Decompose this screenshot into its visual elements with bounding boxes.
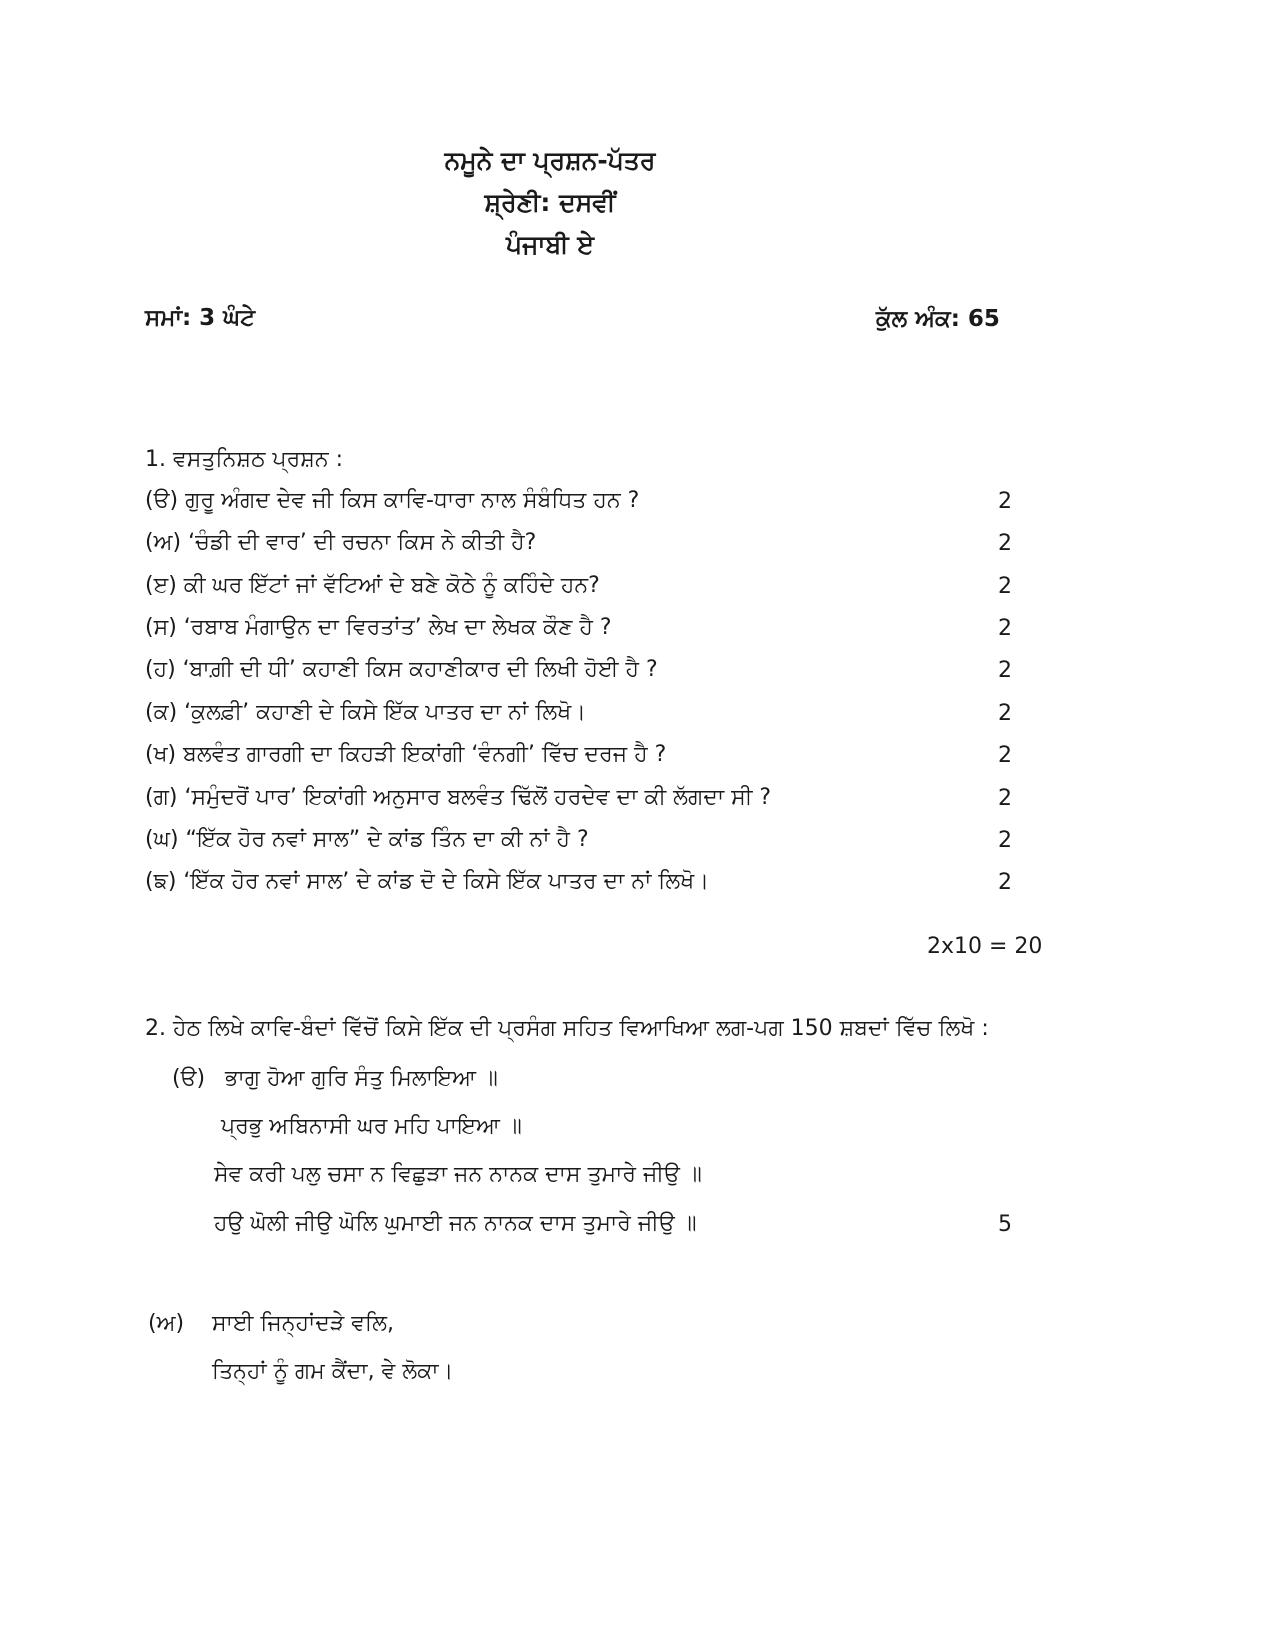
question-text: (ਘ) “ਇੱਕ ਹੋਰ ਨਵਾਂ ਸਾਲ” ਦੇ ਕਾਂਡ ਤਿੰਨ ਦਾ ਕੀ ਨਾਂ ਹੈ ? bbox=[145, 827, 589, 852]
question-marks: 2 bbox=[998, 870, 1012, 895]
stanza-label: (ਅ) bbox=[148, 1311, 185, 1336]
verse-line: ਪ੍ਰਭੁ ਅਬਿਨਾਸੀ ਘਰ ਮਹਿ ਪਾਇਆ ॥ bbox=[221, 1114, 522, 1139]
question-marks: 2 bbox=[998, 531, 1012, 556]
question-marks: 2 bbox=[998, 574, 1012, 599]
question-text: (ਙ) ‘ਇੱਕ ਹੋਰ ਨਵਾਂ ਸਾਲ’ ਦੇ ਕਾਂਡ ਦੋ ਦੇ ਕਿਸੇ ਇੱਕ ਪਾਤਰ ਦਾ ਨਾਂ ਲਿਖੋ। bbox=[145, 869, 710, 894]
stanza-marks: 5 bbox=[998, 1212, 1012, 1237]
question-marks: 2 bbox=[998, 786, 1012, 811]
paper-title: ਨਮੂਨੇ ਦਾ ਪ੍ਰਸ਼ਨ-ਪੱਤਰ bbox=[444, 146, 656, 175]
question-text: (ਹ) ‘ਬਾਗ਼ੀ ਦੀ ਧੀ’ ਕਹਾਣੀ ਕਿਸ ਕਹਾਣੀਕਾਰ ਦੀ ਲਿਖੀ ਹੋਈ ਹੈ ? bbox=[145, 657, 658, 682]
question-text: (ੲ) ਕੀ ਘਰ ਇੱਟਾਂ ਜਾਂ ਵੱਟਿਆਂ ਦੇ ਬਣੇ ਕੋਠੇ ਨੂੰ ਕਹਿੰਦੇ ਹਨ? bbox=[145, 573, 600, 598]
question-text: (ੳ) ਗੁਰੂ ਅੰਗਦ ਦੇਵ ਜੀ ਕਿਸ ਕਾਵਿ-ਧਾਰਾ ਨਾਲ ਸੰਬੰਧਿਤ ਹਨ ? bbox=[145, 488, 640, 513]
question-text: (ਸ) ‘ਰਬਾਬ ਮੰਗਾਉਨ ਦਾ ਵਿਰਤਾਂਤ’ ਲੇਖ ਦਾ ਲੇਖਕ ਕੌਣ ਹੈ ? bbox=[145, 615, 612, 640]
verse-line: ਸੇਵ ਕਰੀ ਪਲੁ ਚਸਾ ਨ ਵਿਛੁੜਾ ਜਨ ਨਾਨਕ ਦਾਸ ਤੁਮਾਰੇ ਜੀਉ ॥ bbox=[214, 1162, 702, 1187]
time-allowed: ਸਮਾਂ: 3 ਘੰਟੇ bbox=[145, 305, 256, 331]
class-line: ਸ਼੍ਰੇਣੀ: ਦਸਵੀਂ bbox=[484, 188, 616, 217]
question-marks: 2 bbox=[998, 658, 1012, 683]
section1-total: 2x10 = 20 bbox=[927, 934, 1043, 959]
question-text: (ਗ) ‘ਸਮੁੰਦਰੋਂ ਪਾਰ’ ਇਕਾਂਗੀ ਅਨੁਸਾਰ ਬਲਵੰਤ ਢਿੱਲੋਂ ਹਰਦੇਵ ਦਾ ਕੀ ਲੱਗਦਾ ਸੀ ? bbox=[145, 785, 772, 810]
question-marks: 2 bbox=[998, 701, 1012, 726]
section2-heading: 2. ਹੇਠ ਲਿਖੇ ਕਾਵਿ-ਬੰਦਾਂ ਵਿੱਚੋਂ ਕਿਸੇ ਇੱਕ ਦੀ ਪ੍ਰਸੰਗ ਸਹਿਤ ਵਿਆਖਿਆ ਲਗ-ਪਗ 150 ਸ਼ਬਦਾਂ ਵਿੱਚ ਲਿਖੋ : bbox=[145, 1016, 989, 1041]
question-text: (ਅ) ‘ਚੰਡੀ ਦੀ ਵਾਰ’ ਦੀ ਰਚਨਾ ਕਿਸ ਨੇ ਕੀਤੀ ਹੈ? bbox=[145, 530, 537, 555]
question-marks: 2 bbox=[998, 616, 1012, 641]
verse-line: ਤਿਨ੍ਹਾਂ ਨੂੰ ਗਮ ਕੈਂਦਾ, ਵੇ ਲੋਕਾ। bbox=[212, 1359, 454, 1384]
question-marks: 2 bbox=[998, 743, 1012, 768]
question-text: (ਕ) ‘ਕੁਲਫ਼ੀ’ ਕਹਾਣੀ ਦੇ ਕਿਸੇ ਇੱਕ ਪਾਤਰ ਦਾ ਨਾਂ ਲਿਖੋ। bbox=[145, 700, 586, 725]
subject-line: ਪੰਜਾਬੀ ਏ bbox=[505, 230, 595, 259]
question-marks: 2 bbox=[998, 489, 1012, 514]
section1-heading: 1. ਵਸਤੁਨਿਸ਼ਠ ਪ੍ਰਸ਼ਨ : bbox=[145, 447, 344, 472]
verse-line: ਸਾਈ ਜਿਨ੍ਹਾਂਦੜੇ ਵਲਿ, bbox=[212, 1311, 394, 1336]
stanza-label: (ੳ) bbox=[172, 1066, 206, 1091]
total-marks: ਕੁੱਲ ਅੰਕ: 65 bbox=[876, 306, 1000, 332]
verse-line: ਭਾਗੁ ਹੋਆ ਗੁਰਿ ਸੰਤੁ ਮਿਲਾਇਆ ॥ bbox=[225, 1066, 498, 1091]
question-marks: 2 bbox=[998, 828, 1012, 853]
question-text: (ਖ) ਬਲਵੰਤ ਗਾਰਗੀ ਦਾ ਕਿਹੜੀ ਇਕਾਂਗੀ ‘ਵੰਨਗੀ’ ਵਿੱਚ ਦਰਜ ਹੈ ? bbox=[145, 742, 667, 767]
verse-line: ਹਉ ਘੋਲੀ ਜੀਉ ਘੋਲਿ ਘੁਮਾਈ ਜਨ ਨਾਨਕ ਦਾਸ ਤੁਮਾਰੇ ਜੀਉ ॥ bbox=[214, 1211, 697, 1236]
